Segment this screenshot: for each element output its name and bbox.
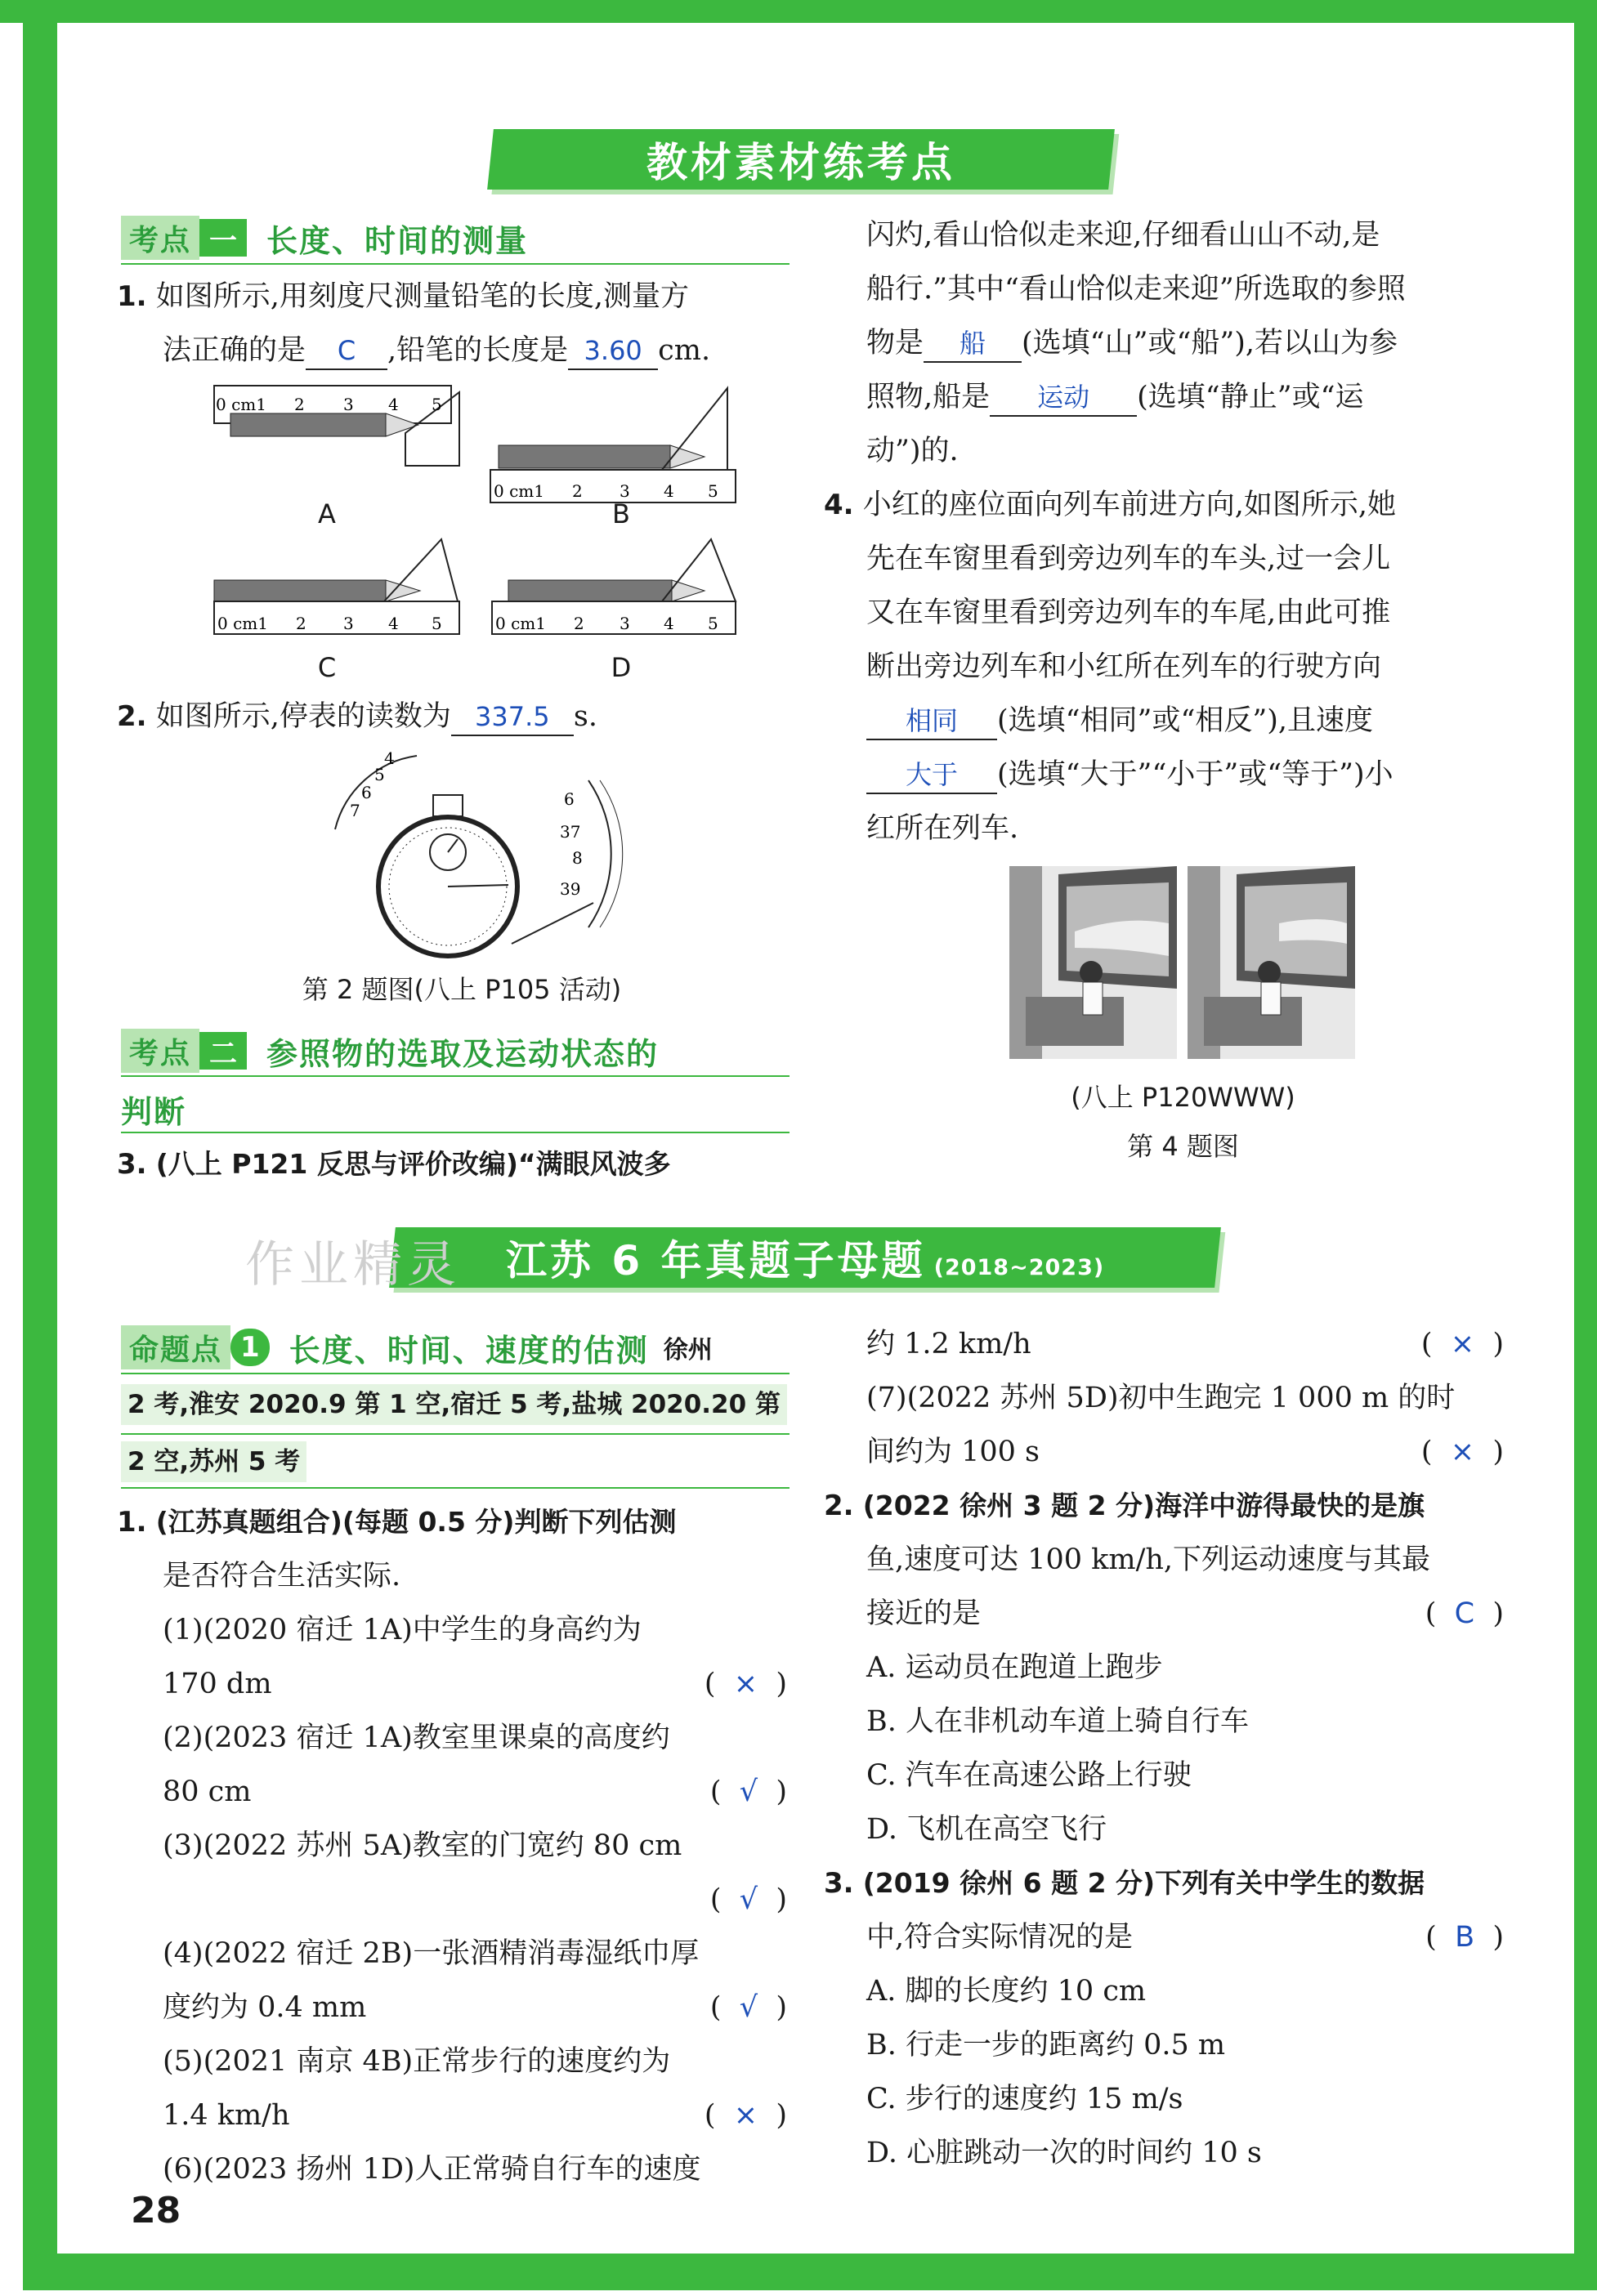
train-photo-right <box>1188 866 1355 1059</box>
judge-3: ( √ ) <box>709 1883 787 1916</box>
svg-text:2: 2 <box>296 614 306 633</box>
mingti-1-sources-line: 2 考,淮安 2020.9 第 1 空,宿迁 5 考,盐城 2020.20 第 <box>121 1384 787 1425</box>
mingti-1-heading: 命题点 1 长度、时间、速度的估测 徐州 <box>121 1324 713 1371</box>
label-b: B <box>612 498 630 529</box>
m2-option-a: A. 运动员在跑道上跑步 <box>866 1651 1163 1684</box>
svg-text:3: 3 <box>343 614 354 633</box>
stopwatch-figure <box>327 748 637 960</box>
svg-text:5: 5 <box>708 481 718 501</box>
label-a: A <box>318 498 336 529</box>
svg-text:4: 4 <box>664 481 674 501</box>
mingti-question-1: 1. (江苏真题组合)(每题 0.5 分)判断下列估测 是否符合生活实际. (1)(2020 宿迁 1A)中学生的身高约为 170 dm ( × ) (2)(2023 宿迁 1A)教室里课桌的高度约 80 cm ( √ ) (3)(2022 苏州 5A)教室的门宽约 80 cm ( √ ) (4)(2022 宿迁 2B)一张酒精消毒湿纸巾厚 度约为 0.4 mm ( √ ) (5)(2021 南京 4B)正常步行的速度约为 1.4 km/h ( × ) (6)(2023 扬州 1D)人正常骑自行车的速度 <box>117 1506 787 2186</box>
svg-text:3: 3 <box>620 481 630 501</box>
answer-q3-reference: 船 <box>924 325 1022 363</box>
judge-7: ( × ) <box>1420 1436 1504 1468</box>
divider <box>121 263 790 265</box>
ruler-option-d <box>492 539 736 634</box>
answer-q3-state: 运动 <box>990 379 1137 417</box>
svg-text:4: 4 <box>388 614 399 633</box>
answer-q1-method: C <box>306 333 387 370</box>
ruler-option-a <box>214 386 459 466</box>
m2-option-b: B. 人在非机动车道上骑自行车 <box>866 1705 1249 1738</box>
section-banner-textbook: 教材素材练考点 <box>487 129 1115 190</box>
divider <box>121 1433 790 1435</box>
svg-text:4: 4 <box>384 748 395 768</box>
section-banner-jiangsu <box>389 1227 1221 1288</box>
ruler-option-c <box>214 539 459 634</box>
svg-text:4: 4 <box>664 614 674 633</box>
kaodian-2-heading-cont: 判断 <box>121 1094 187 1130</box>
kaodian-1-heading: 考点 一 长度、时间的测量 <box>121 214 528 261</box>
page-number: 28 <box>131 2190 181 2231</box>
m2-option-c: C. 汽车在高速公路上行驶 <box>866 1759 1192 1792</box>
ruler-figure <box>204 376 760 695</box>
train-window-figure <box>1009 866 1357 1062</box>
svg-text:0 cm1: 0 cm1 <box>216 395 266 414</box>
svg-text:39: 39 <box>560 879 581 899</box>
judge-4: ( √ ) <box>709 1991 787 2024</box>
svg-text:5: 5 <box>708 614 718 633</box>
svg-text:4: 4 <box>388 395 399 414</box>
svg-text:5: 5 <box>432 395 442 414</box>
watermark: 作业精灵 <box>245 1236 461 1293</box>
svg-text:3: 3 <box>620 614 630 633</box>
divider <box>121 1075 790 1077</box>
m2-option-d: D. 飞机在高空飞行 <box>866 1813 1107 1846</box>
judge-6: ( × ) <box>1420 1328 1504 1360</box>
right-column-lower: 约 1.2 km/h ( × ) (7)(2022 苏州 5D)初中生跑完 1 000 m 的时 间约为 100 s ( × ) 2. (2022 徐州 3 题 2 分)海洋中游得最快的是旗 鱼,速度可达 100 km/h,下列运动速度与其最 接近的是 ( C ) A. 运动员在跑道上跑步 B. 人在非机动车道上骑自行车 C. 汽车在高速公路上行驶 D. 飞机在高空飞行 3. (2019 徐州 6 题 2 分)下列有关中学生的数据 中,符合实际情况的是 ( B ) A. 脚的长度约 10 cm B. 行走一步的距离约 0.5 m C. 步行的速度约 15 m/s D. 心脏跳动一次的时间约 10 s <box>866 1317 1504 2191</box>
divider <box>121 1487 790 1489</box>
banner-years: (2018~2023) <box>933 1255 1105 1280</box>
ruler-option-b <box>490 388 736 503</box>
divider <box>121 1373 790 1374</box>
m3-option-b: B. 行走一步的距离约 0.5 m <box>866 2029 1226 2061</box>
svg-text:6: 6 <box>564 789 575 809</box>
svg-text:2: 2 <box>574 614 584 633</box>
svg-text:6: 6 <box>361 783 372 802</box>
svg-text:7: 7 <box>350 801 360 820</box>
frame-top <box>0 0 1597 23</box>
divider <box>121 1132 790 1133</box>
mingti-1-sources-line2: 2 空,苏州 5 考 <box>121 1441 306 1482</box>
svg-text:3: 3 <box>343 395 354 414</box>
q2-caption: 第 2 题图(八上 P105 活动) <box>302 974 622 1005</box>
m3-option-a: A. 脚的长度约 10 cm <box>866 1975 1147 2008</box>
label-d: D <box>611 652 632 683</box>
judge-1: ( × ) <box>704 1668 787 1700</box>
answer-m3: ( B ) <box>1425 1921 1504 1954</box>
svg-text:0 cm1: 0 cm1 <box>495 614 546 633</box>
m3-option-d: D. 心脏跳动一次的时间约 10 s <box>866 2137 1262 2169</box>
banner-title: 江苏 6 年真题子母题 <box>505 1237 926 1284</box>
svg-text:5: 5 <box>374 765 385 784</box>
judge-5: ( × ) <box>704 2099 787 2132</box>
svg-text:37: 37 <box>560 822 581 842</box>
kaodian-2-heading: 考点 二 参照物的选取及运动状态的 <box>121 1027 659 1074</box>
q4-caption: 第 4 题图 <box>1127 1131 1239 1162</box>
answer-q4-direction: 相同 <box>866 703 997 740</box>
svg-text:2: 2 <box>572 481 583 501</box>
train-photo-left <box>1009 866 1177 1059</box>
svg-text:2: 2 <box>294 395 305 414</box>
answer-q1-length: 3.60 <box>568 333 658 370</box>
label-c: C <box>317 652 337 683</box>
frame-right <box>1574 23 1597 2290</box>
answer-m2: ( C ) <box>1425 1597 1504 1630</box>
svg-text:8: 8 <box>572 848 583 868</box>
answer-q4-speed: 大于 <box>866 757 997 794</box>
svg-text:5: 5 <box>432 614 442 633</box>
svg-text:0 cm1: 0 cm1 <box>217 614 268 633</box>
frame-left <box>23 23 57 2290</box>
judge-2: ( √ ) <box>709 1776 787 1808</box>
svg-text:0 cm1: 0 cm1 <box>494 481 544 501</box>
answer-q2-reading: 337.5 <box>451 699 574 736</box>
m3-option-c: C. 步行的速度约 15 m/s <box>866 2083 1183 2115</box>
frame-bottom <box>23 2254 1597 2290</box>
q4-source: (八上 P120WWW) <box>1071 1082 1295 1113</box>
